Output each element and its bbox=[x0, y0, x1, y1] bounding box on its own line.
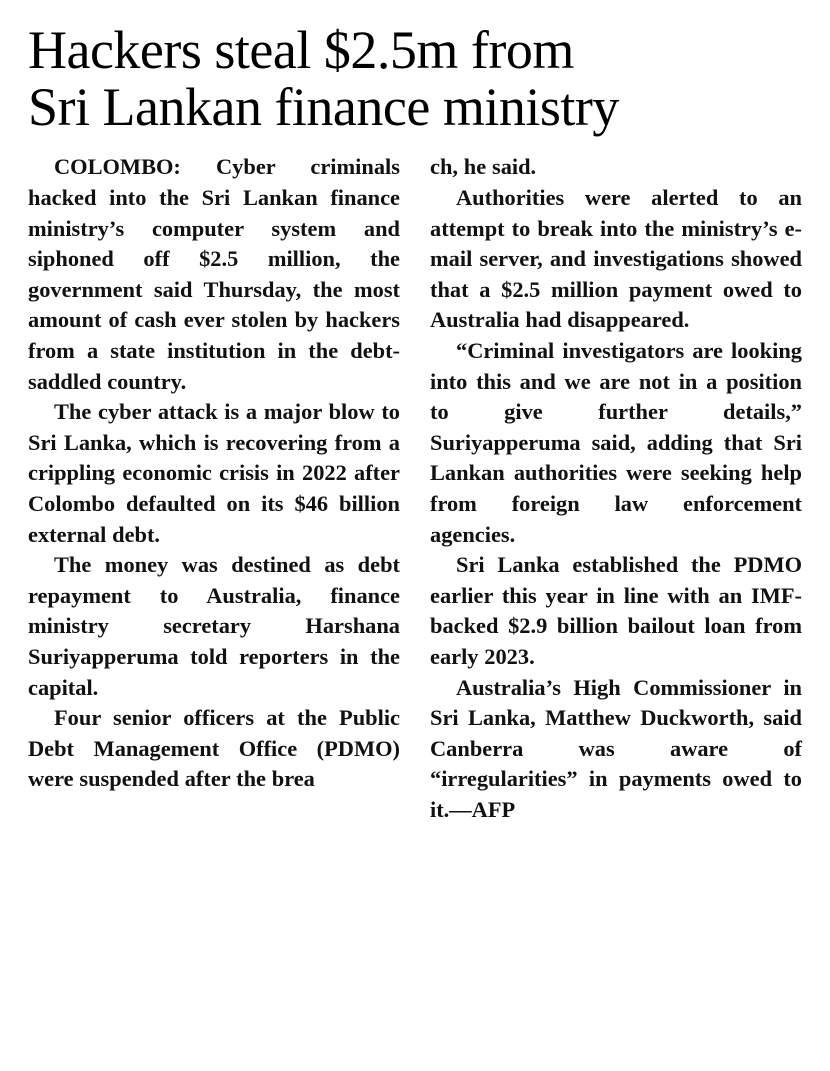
article-column-left bbox=[28, 152, 400, 794]
article-body bbox=[28, 152, 802, 825]
paragraph: Authorities were alerted to an attempt to break into the ministry’s e-mail server, and investigations showed that a $2.5 million payment owed to Australia had disappeared. bbox=[430, 185, 802, 333]
paragraph: Four senior officers at the Public Debt Management Office (PDMO) were suspended after the brea bbox=[28, 705, 400, 792]
paragraph: “Criminal investigators are looking into this and we are not in a position to give further details,” Suriyapperuma said, adding that Sri Lankan authorities were seeking help from foreign law enforcement agencies. bbox=[430, 338, 802, 547]
paragraph: ch, he said. bbox=[430, 154, 537, 180]
paragraph: COLOMBO: Cyber criminals hacked into the Sri Lankan finance ministry’s computer system and siphoned off $2.5 million, the government said Thursday, the most amount of cash ever stolen by hackers from a state institution in the debt-saddled country. bbox=[28, 154, 400, 394]
paragraph: The money was destined as debt repayment to Australia, finance ministry secretary Harshana Suriyapperuma told reporters in the capital. bbox=[28, 552, 400, 700]
headline-line-2: Sri Lankan finance ministry bbox=[28, 77, 619, 138]
page-title bbox=[28, 22, 802, 136]
article-column-right bbox=[430, 152, 802, 825]
paragraph: The cyber attack is a major blow to Sri Lanka, which is recovering from a crippling economic crisis in 2022 after Colombo defaulted on its $46 billion external debt. bbox=[28, 399, 400, 547]
headline-line-1: Hackers steal $2.5m from bbox=[28, 20, 574, 80]
paragraph: Sri Lanka established the PDMO earlier this year in line with an IMF-backed $2.9 billion bailout loan from early 2023. bbox=[430, 552, 802, 669]
paragraph: Australia’s High Commissioner in Sri Lanka, Matthew Duckworth, said Canberra was aware of “irregularities” in payments owed to it.—AFP bbox=[430, 674, 802, 822]
